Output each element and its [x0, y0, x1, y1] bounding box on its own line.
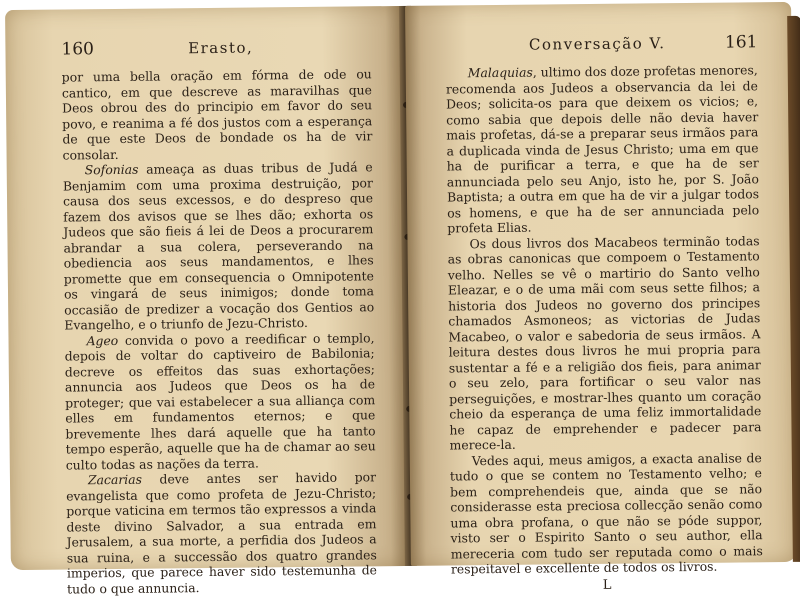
left-page-text: [62, 66, 378, 596]
left-page-header: [61, 36, 371, 65]
paragraph: por uma bella oração em fórma de ode ou cantico, em que descreve as maravilhas que Deos obrou des do principio em favor do seu povo, e reanima a fé dos justos com a esperança de que este Deos de bondade os ha de vir consolar.: [61, 66, 373, 163]
running-head: Conversação V.: [528, 34, 666, 54]
signature-mark: L: [602, 577, 612, 593]
left-page: [5, 6, 407, 597]
paragraph: Sofonias ameaça as duas tribus de Judá e Benjamim com uma proxima destruição, por causa dos seus excessos, e do despreso que fazem dos avisos que se lhes dão; exhorta os Judeos que são fieis á lei de Deos a procurarem abrandar a sua colera, perseverando na obediencia aos seus mandamentos, e lhes promette que em consequencia o Omnipotente os vingará de seus inimigos; donde toma occasião de predizer a vocação dos Gentios ao Evangelho, e o triunfo de Jezu-Christo.: [62, 159, 375, 333]
paragraph: Zacarias deve antes ser havido por evangelista que como profeta de Jezu-Christo; porque vaticina em termos tão expressos a vinda deste divino Salvador, a sua entrada em Jerusalem, a sua morte, a perfidia dos Judeos a sua ruina, e a successão dos quatro grandes imperios, que parece haver sido testemunha de tudo o que annuncia.: [66, 469, 378, 597]
paragraph: Malaquias, ultimo dos doze profetas menores, recomenda aos Judeos a observancia da lei de Deos; solicita-os para que deixem os vicios; e, como sabia que depois delle não devia haver mais profetas, dá-se a preparar seus irmãos para a duplicada vinda de Jesus Christo; uma em que ha de purificar a terra, e que ha de ser annunciada pelo seu Anjo, isto he, por S. João Baptista; a outra em que ha de vir a julgar todos os homens, e que ha de ser annunciada pelo profeta Elias.: [445, 62, 760, 236]
right-page-text: [446, 62, 763, 577]
right-page: [405, 2, 797, 593]
paragraph: Vedes aqui, meus amigos, a exacta analise de tudo o que se contem no Testamento velho; e bem comprehendeis que, ainda que se não considerasse esta preciosa collecção senão como uma obra profana, o que não se póde suppor, visto ser o Espirito Santo o seu author, ella mereceria com tudo ser reputada como o mais respeitavel e excellente de todos os livros.: [449, 449, 763, 577]
page-number: 161: [724, 32, 758, 53]
page-number: 160: [61, 39, 95, 60]
paragraph: Ageo convida o povo a reedificar o templo, depois de voltar do captiveiro de Babilonia; decreve os effeitos das suas exhortações; annuncia aos Judeos que Deos os ha de proteger; que vai estabelecer a sua alliança com elles em fundamentos eternos; e que brevemente lhes dará aquelle que ha tanto tempo esperão, aquelle que ha de chamar ao seu culto todas as nações da terra.: [64, 329, 376, 473]
open-book: [5, 2, 797, 597]
right-page-header: [445, 32, 757, 61]
paragraph: Os dous livros dos Macabeos terminão todas as obras canonicas que compoem o Testamento velho. Nelles se vê o martirio do Santo velho Eleazar, e o de uma mãi com seus sette filhos; a historia dos Judeos no governo dos principes chamados Asmoneos; as victorias de Judas Macabeo, o valor e sabedoria de seus irmãos. A leitura destes dous livros he mui propria para sustentar a fé e a religião dos fieis, para animar o seu zelo, para fortificar o seu valor nas perseguições, e mostrar-lhes quanto um coração cheio da esperança de uma feliz immortalidade he capaz de emprehender e padecer para merece-la.: [447, 232, 762, 453]
running-head: Erasto,: [188, 38, 254, 58]
